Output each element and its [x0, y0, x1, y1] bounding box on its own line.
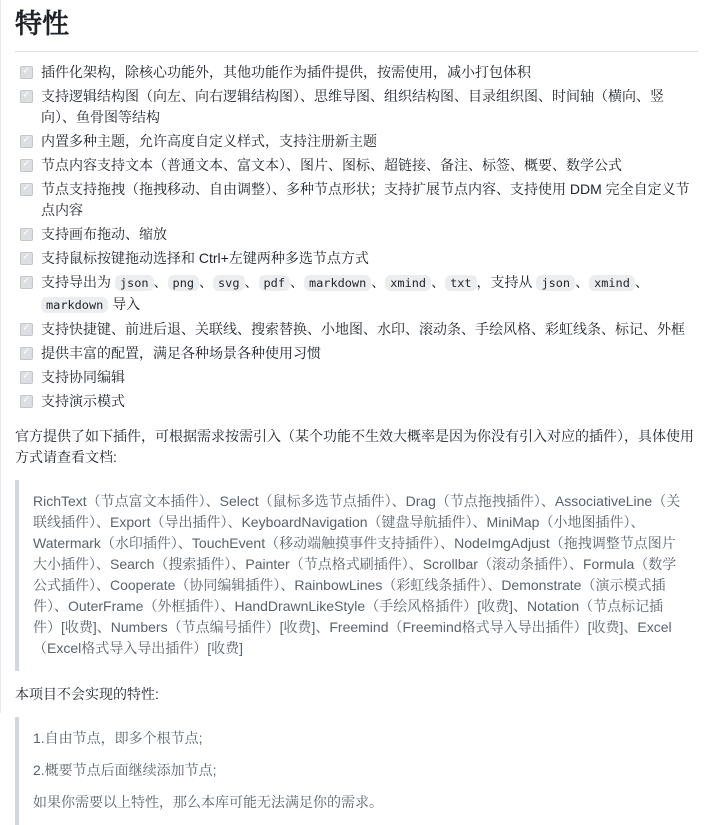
plugins-intro-text: 官方提供了如下插件，可根据需求按需引入（某个功能不生效大概率是因为你没有引入对应的插件），具体使用方式请查看文档: [15, 427, 694, 465]
checked-checkbox-icon [20, 276, 33, 289]
checked-checkbox-icon [20, 90, 33, 103]
check-mark-icon: ✓ [22, 322, 31, 334]
checked-checkbox-icon [20, 347, 33, 360]
not-implemented-note: 如果你需要以上特性，那么本库可能无法满足你的需求。 [33, 793, 383, 810]
not-implemented-blockquote [15, 717, 698, 825]
not-implemented-item-2: 2.概要节点后面继续添加节点; [33, 761, 217, 778]
check-mark-icon: ✓ [22, 370, 31, 382]
inline-code: svg [213, 275, 244, 291]
feature-list-item: ✓ 插件化架构，除核心功能外，其他功能作为插件提供，按需使用，减小打包体积 [19, 62, 698, 83]
checked-checkbox-icon [20, 228, 33, 241]
page-title: 特性 [15, 6, 698, 52]
check-mark-icon: ✓ [22, 394, 31, 406]
checked-checkbox-icon [20, 183, 33, 196]
inline-code: pdf [259, 275, 290, 291]
check-mark-icon: ✓ [22, 346, 31, 358]
checked-checkbox-icon [20, 395, 33, 408]
checked-checkbox-icon [20, 66, 33, 79]
inline-code: xmind [589, 275, 635, 291]
feature-list-item: ✓ 支持逻辑结构图（向左、向右逻辑结构图）、思维导图、组织结构图、目录组织图、时间轴（横向、竖向）、鱼骨图等结构 [19, 86, 698, 128]
plugins-blockquote [15, 480, 698, 671]
inline-code: markdown [304, 275, 371, 291]
plugins-list-text: RichText（节点富文本插件）、Select（鼠标多选节点插件）、Drag（节点拖拽插件）、AssociativeLine（关联线插件）、Export（导出插件）、KeyboardNavigation（键盘导航插件）、MiniMap（小地图插件）、Watermark（水印插件）、TouchEvent（移动端触摸事件支持插件）、NodeImgAdjust（拖拽调整节点图片大小插件）、Search（搜索插件）、Painter（节点格式刷插件）、Scrollbar（滚动条插件）、Formula（数学公式插件）、Cooperate（协同编辑插件）、RainbowLines（彩虹线条插件）、Demonstrate（演示模式插件）、OuterFrame（外框插件）、HandDrawnLikeStyle（手绘风格插件）[收费]、Notation（节点标记插件）[收费]、Numbers（节点编号插件）[收费]、Freemind（Freemind格式导入导出插件）[收费]、Excel（Excel格式导入导出插件）[收费] [33, 492, 681, 656]
feature-list-item: ✓ 支持协同编辑 [19, 367, 698, 388]
check-mark-icon: ✓ [22, 134, 31, 146]
inline-code: markdown [41, 297, 108, 313]
feature-list-item: ✓ 支持演示模式 [19, 391, 698, 412]
check-mark-icon: ✓ [22, 158, 31, 170]
inline-code: json [115, 275, 154, 291]
feature-list-item: ✓ 节点支持拖拽（拖拽移动、自由调整）、多种节点形状；支持扩展节点内容、支持使用 DDM 完全自定义节点内容 [19, 179, 698, 221]
checked-checkbox-icon [20, 252, 33, 265]
checked-checkbox-icon [20, 135, 33, 148]
check-mark-icon: ✓ [22, 275, 31, 287]
check-mark-icon: ✓ [22, 65, 31, 77]
check-mark-icon: ✓ [22, 89, 31, 101]
checked-checkbox-icon [20, 159, 33, 172]
not-implemented-item-1: 1.自由节点，即多个根节点; [33, 729, 203, 746]
feature-list-item: ✓ 支持快捷键、前进后退、关联线、搜索替换、小地图、水印、滚动条、手绘风格、彩虹线条、标记、外框 [19, 319, 698, 340]
feature-list-item: ✓ 内置多种主题，允许高度自定义样式，支持注册新主题 [19, 131, 698, 152]
inline-code: txt [445, 275, 476, 291]
not-implemented-heading: 本项目不会实现的特性: [15, 685, 159, 702]
feature-list-item: ✓ 支持导出为 json 、 png 、 svg 、 pdf 、 markdown 、 xmind 、 txt ，支持从 json 、 xmind 、markdown 导入 [19, 272, 698, 316]
checked-checkbox-icon [20, 323, 33, 336]
feature-list-item: ✓ 支持画布拖动、缩放 [19, 224, 698, 245]
check-mark-icon: ✓ [22, 182, 31, 194]
check-mark-icon: ✓ [22, 251, 31, 263]
checked-checkbox-icon [20, 371, 33, 384]
feature-list [15, 62, 698, 412]
check-mark-icon: ✓ [22, 227, 31, 239]
feature-list-item: ✓ 支持鼠标按键拖动选择和 Ctrl+左键两种多选节点方式 [19, 248, 698, 269]
feature-list-item: ✓ 节点内容支持文本（普通文本、富文本）、图片、图标、超链接、备注、标签、概要、数学公式 [19, 155, 698, 176]
inline-code: png [168, 275, 199, 291]
feature-list-item: ✓ 提供丰富的配置，满足各种场景各种使用习惯 [19, 343, 698, 364]
inline-code: xmind [385, 275, 431, 291]
inline-code: json [536, 275, 575, 291]
